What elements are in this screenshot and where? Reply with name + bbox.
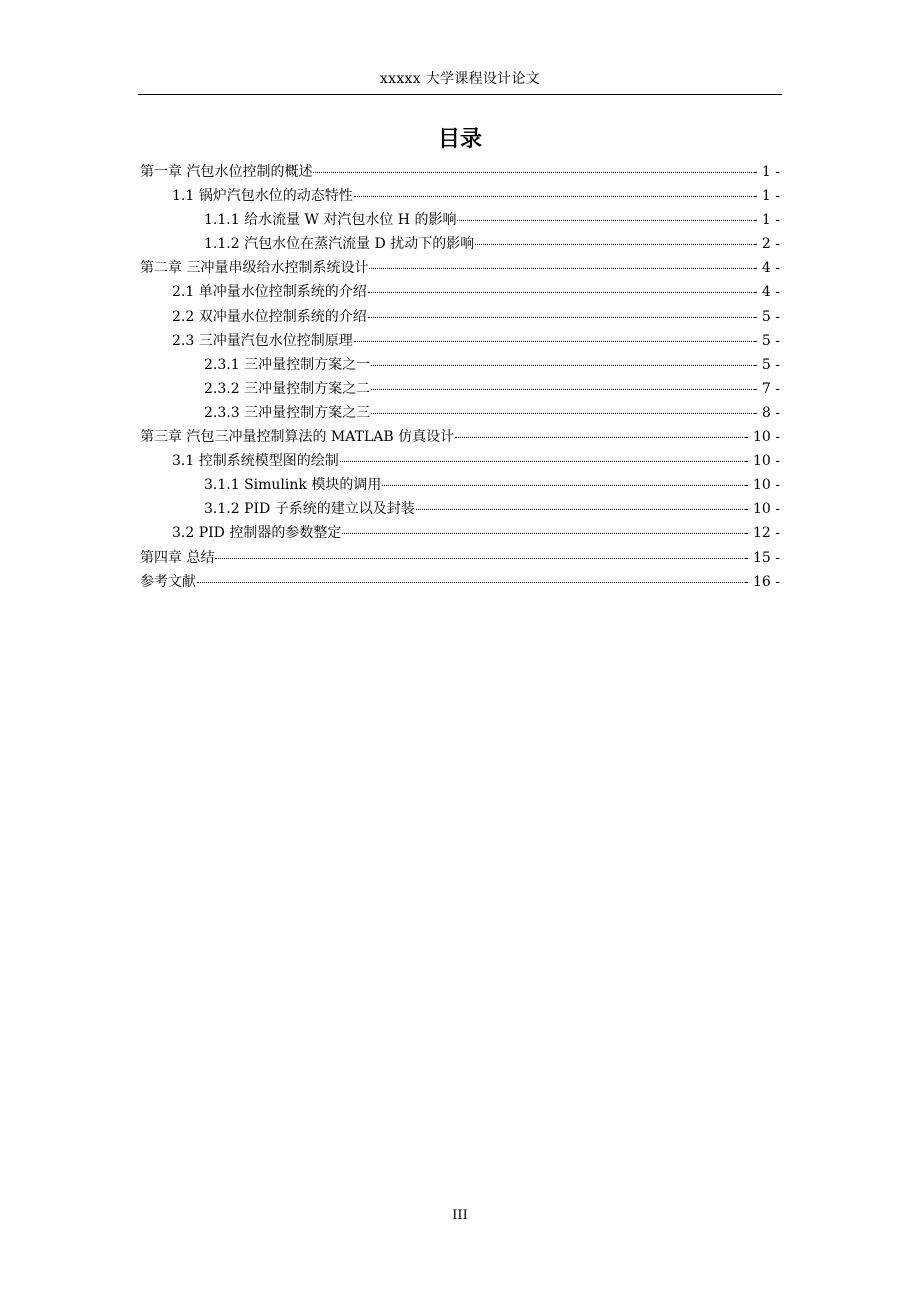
toc-entry[interactable] <box>140 305 780 329</box>
toc-entry[interactable] <box>140 570 780 594</box>
toc-dot-leader <box>369 267 751 269</box>
toc-entry[interactable] <box>140 521 780 545</box>
toc-entry-page: - 5 - <box>752 308 780 325</box>
toc-dot-leader <box>416 508 743 510</box>
toc-dot-leader <box>215 557 742 559</box>
table-of-contents <box>140 160 780 594</box>
toc-entry-label: 第一章 汽包水位控制的概述 <box>140 164 313 180</box>
toc-entry-label: 第四章 总结 <box>140 549 215 566</box>
toc-dot-leader <box>342 532 742 534</box>
toc-entry-label: 2.3.1 三冲量控制方案之一 <box>204 356 371 373</box>
toc-dot-leader <box>371 412 752 414</box>
toc-entry-page: - 10 - <box>743 477 780 494</box>
toc-entry-label: 1.1.2 汽包水位在蒸汽流量 D 扰动下的影响 <box>204 236 475 253</box>
toc-entry-page: - 10 - <box>743 453 780 470</box>
toc-entry-page: - 15 - <box>743 549 780 566</box>
toc-entry-page: - 10 - <box>743 501 780 518</box>
toc-entry-page: - 16 - <box>743 573 780 590</box>
page-header: xxxxx 大学课程设计论文 <box>379 71 541 87</box>
toc-entry-label: 3.1.1 Simulink 模块的调用 <box>204 477 382 494</box>
toc-entry-label: 3.1.2 PID 子系统的建立以及封装 <box>204 501 415 518</box>
toc-entry-page: - 5 - <box>752 332 780 349</box>
toc-entry[interactable] <box>140 232 780 256</box>
toc-dot-leader <box>354 195 752 197</box>
toc-dot-leader <box>455 436 743 438</box>
toc-dot-leader <box>371 388 752 390</box>
toc-entry-label: 2.3 三冲量汽包水位控制原理 <box>172 332 353 349</box>
toc-entry[interactable] <box>140 473 780 497</box>
toc-entry-label: 第三章 汽包三冲量控制算法的 MATLAB 仿真设计 <box>140 429 455 446</box>
toc-entry-page: - 1 - <box>752 164 780 180</box>
toc-dot-leader <box>368 316 752 318</box>
toc-entry-label: 1.1 锅炉汽包水位的动态特性 <box>172 188 353 205</box>
page-number: III <box>452 1208 468 1223</box>
toc-entry-label: 3.2 PID 控制器的参数整定 <box>172 525 342 542</box>
toc-entry[interactable] <box>140 449 780 473</box>
toc-entry-page: - 7 - <box>752 380 780 397</box>
toc-dot-leader <box>313 171 751 173</box>
toc-entry[interactable] <box>140 280 780 304</box>
toc-entry[interactable] <box>140 546 780 570</box>
toc-dot-leader <box>197 581 743 583</box>
toc-entry-page: - 2 - <box>752 236 780 253</box>
toc-entry[interactable] <box>140 425 780 449</box>
toc-entry-page: - 4 - <box>752 260 780 277</box>
toc-entry-page: - 1 - <box>752 188 780 205</box>
toc-dot-leader <box>340 460 743 462</box>
toc-entry-label: 第二章 三冲量串级给水控制系统设计 <box>140 260 369 277</box>
toc-entry-page: - 1 - <box>752 212 780 229</box>
toc-dot-leader <box>371 364 752 366</box>
toc-entry[interactable] <box>140 256 780 280</box>
toc-dot-leader <box>382 484 742 486</box>
toc-entry[interactable] <box>140 160 780 184</box>
toc-entry[interactable] <box>140 497 780 521</box>
toc-entry[interactable] <box>140 401 780 425</box>
toc-entry[interactable] <box>140 353 780 377</box>
toc-dot-leader <box>457 219 751 221</box>
toc-entry[interactable] <box>140 208 780 232</box>
toc-dot-leader <box>368 291 752 293</box>
toc-entry-label: 2.2 双冲量水位控制系统的介绍 <box>172 308 367 325</box>
toc-entry-page: - 5 - <box>752 356 780 373</box>
toc-entry-page: - 4 - <box>752 284 780 301</box>
toc-entry-label: 3.1 控制系统模型图的绘制 <box>172 453 339 470</box>
toc-entry[interactable] <box>140 184 780 208</box>
toc-entry-page: - 10 - <box>743 429 780 446</box>
toc-entry-label: 2.3.3 三冲量控制方案之三 <box>204 404 371 421</box>
toc-entry-label: 2.3.2 三冲量控制方案之二 <box>204 380 371 397</box>
toc-entry-label: 参考文献 <box>140 573 196 590</box>
toc-entry[interactable] <box>140 377 780 401</box>
header-divider <box>138 94 782 95</box>
toc-entry-label: 2.1 单冲量水位控制系统的介绍 <box>172 284 367 301</box>
toc-title: 目录 <box>437 127 482 152</box>
toc-entry-label: 1.1.1 给水流量 W 对汽包水位 H 的影响 <box>204 212 457 229</box>
toc-entry[interactable] <box>140 329 780 353</box>
toc-entry-page: - 12 - <box>743 525 780 542</box>
toc-entry-page: - 8 - <box>752 404 780 421</box>
toc-dot-leader <box>354 340 752 342</box>
toc-dot-leader <box>475 243 752 245</box>
